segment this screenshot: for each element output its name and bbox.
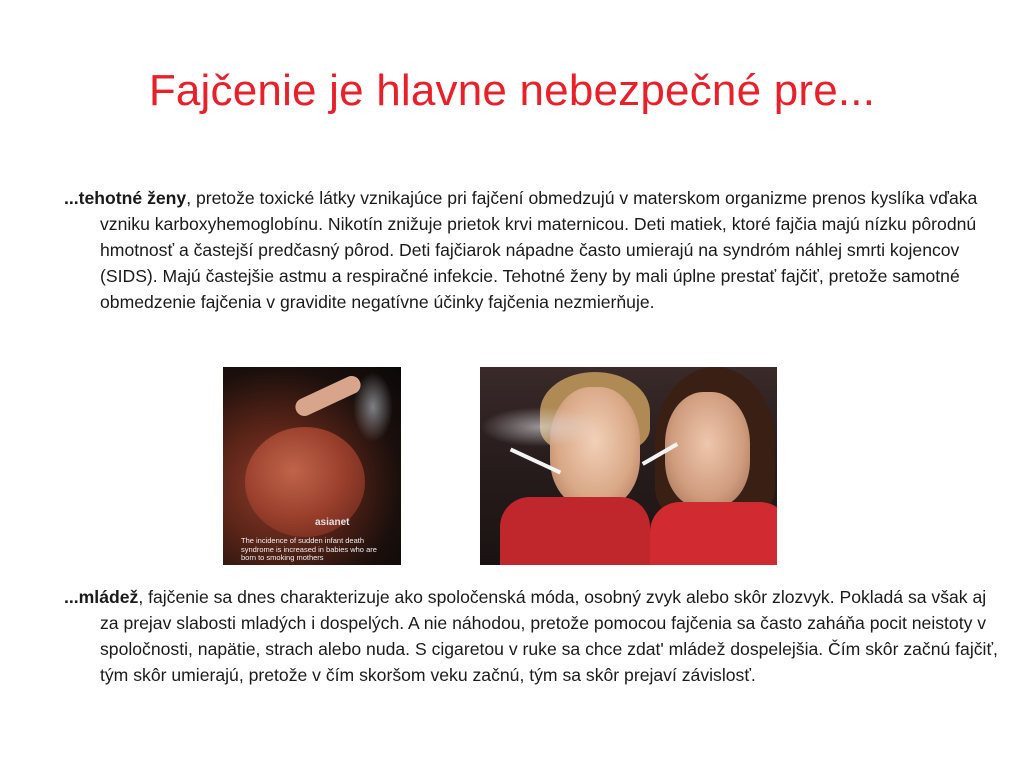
- slide-title: Fajčenie je hlavne nebezpečné pre...: [148, 66, 876, 115]
- pregnant-smoking-photo: [223, 367, 401, 565]
- face-shape: [550, 387, 640, 507]
- photo-logo: asianet: [315, 517, 350, 528]
- paragraph-lead: ...tehotné ženy: [64, 188, 187, 208]
- paragraph-lead: ...mládež: [64, 587, 139, 607]
- youth-smoking-photo: [480, 367, 777, 565]
- paragraph-text: , pretože toxické látky vznikajúce pri fajčení obmedzujú v materskom organizme prenos kyslíka vďaka vzniku karboxyhemoglobínu. Nikotín znižuje prietok krvi maternicou. Deti matiek, ktoré fajčia majú nízku pôrodnú hmotnosť a častejší predčasný pôrod. Deti fajčiarok nápadne často umierajú na syndróm náhlej smrti kojencov (SIDS). Majú častejšie astmu a respiračné infekcie. Tehotné ženy by mali úplne prestať fajčiť, pretože samotné obmedzenie fajčenia v gravidite negatívne účinky fajčenia nezmierňuje.: [100, 188, 978, 312]
- shirt-shape: [650, 502, 777, 565]
- face-shape: [665, 392, 750, 507]
- photo-caption: The incidence of sudden infant death syndrome is increased in babies who are born to smoking mothers: [241, 536, 377, 562]
- shirt-shape: [500, 497, 650, 565]
- smoke-shape: [353, 372, 393, 442]
- paragraph-text: , fajčenie sa dnes charakterizuje ako spoločenská móda, osobný zvyk alebo skôr zlozvyk. Pokladá sa však aj za prejav slabosti mladých i dospelých. A nie náhodou, pretože pomocou fajčenia sa často zaháňa pocit neistoty v spoločnosti, napätie, strach alebo nuda. S cigaretou v ruke sa chce zdat' mládež dospelejšia. Čím skôr začnú fajčiť, tým skôr umierajú, pretože v čím skoršom veku začnú, tým sa skôr prejaví závislosť.: [100, 587, 998, 685]
- paragraph-pregnant-women: [64, 185, 1005, 315]
- paragraph-youth: [64, 584, 1005, 688]
- smoke-shape: [480, 407, 600, 447]
